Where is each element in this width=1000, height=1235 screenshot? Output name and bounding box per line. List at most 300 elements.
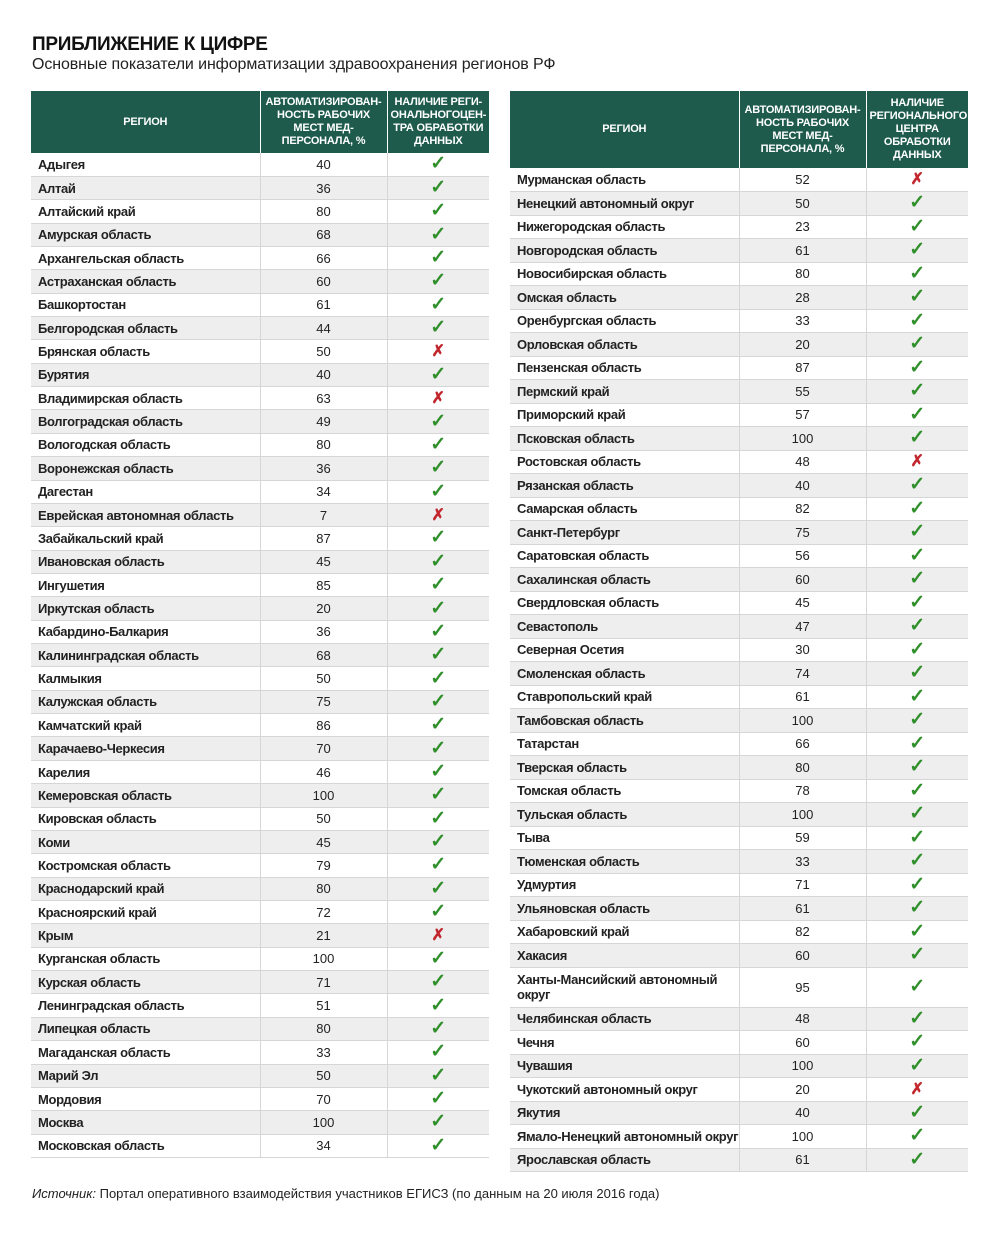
- table-row: [31, 550, 489, 573]
- table-row: [510, 1031, 968, 1055]
- region-name: Сахалинская область: [510, 568, 739, 592]
- data-center-status: [866, 262, 968, 286]
- automation-percent: 48: [739, 1007, 866, 1031]
- automation-percent: 100: [739, 1125, 866, 1149]
- data-center-status: [387, 246, 489, 269]
- page-subtitle: Основные показатели информатизации здравоохранения регионов РФ: [32, 56, 556, 73]
- region-name: Ненецкий автономный округ: [510, 192, 739, 216]
- automation-percent: 60: [739, 568, 866, 592]
- region-name: Самарская область: [510, 497, 739, 521]
- region-name: Тамбовская область: [510, 709, 739, 733]
- data-center-status: [387, 690, 489, 713]
- check-icon: ✓: [430, 363, 447, 385]
- column-header-region: РЕГИОН: [31, 91, 260, 153]
- region-name: Воронежская область: [31, 457, 260, 480]
- table-row: [31, 690, 489, 713]
- cross-icon: ✗: [431, 506, 445, 524]
- data-center-status: [387, 947, 489, 970]
- data-center-status: [387, 573, 489, 596]
- data-center-status: [866, 1101, 968, 1125]
- check-icon: ✓: [430, 737, 447, 759]
- check-icon: ✓: [909, 1148, 926, 1170]
- data-center-status: [866, 897, 968, 921]
- region-name: Оренбургская область: [510, 309, 739, 333]
- automation-percent: 33: [739, 309, 866, 333]
- table-row: [31, 176, 489, 199]
- data-center-status: [866, 497, 968, 521]
- table-row: [31, 1111, 489, 1134]
- region-name: Новосибирская область: [510, 262, 739, 286]
- check-icon: ✓: [909, 873, 926, 895]
- table-row: [31, 246, 489, 269]
- automation-percent: 34: [260, 1134, 387, 1157]
- automation-percent: 21: [260, 924, 387, 947]
- data-center-status: [866, 638, 968, 662]
- automation-percent: 100: [739, 803, 866, 827]
- region-name: Иркутская область: [31, 597, 260, 620]
- table-row: [31, 737, 489, 760]
- table-row: [31, 340, 489, 363]
- region-name: Волгоградская область: [31, 410, 260, 433]
- check-icon: ✓: [909, 568, 926, 590]
- table-row: [31, 947, 489, 970]
- region-name: Камчатский край: [31, 714, 260, 737]
- data-center-status: [387, 877, 489, 900]
- table-row: [510, 568, 968, 592]
- table-row: [31, 1064, 489, 1087]
- automation-percent: 100: [739, 427, 866, 451]
- automation-percent: 59: [739, 826, 866, 850]
- data-center-status: [387, 620, 489, 643]
- automation-percent: 52: [739, 168, 866, 192]
- automation-percent: 100: [260, 947, 387, 970]
- automation-percent: 30: [739, 638, 866, 662]
- automation-percent: 46: [260, 760, 387, 783]
- check-icon: ✓: [430, 480, 447, 502]
- table-row: [31, 223, 489, 246]
- data-center-status: [387, 760, 489, 783]
- table-row: [510, 333, 968, 357]
- automation-percent: 71: [739, 873, 866, 897]
- data-center-status: [387, 1064, 489, 1087]
- table-row: [510, 685, 968, 709]
- region-name: Ростовская область: [510, 450, 739, 474]
- table-row: [510, 944, 968, 968]
- check-icon: ✓: [909, 803, 926, 825]
- cross-icon: ✗: [431, 927, 445, 945]
- check-icon: ✓: [430, 457, 447, 479]
- check-icon: ✓: [430, 1134, 447, 1156]
- table-row: [510, 756, 968, 780]
- region-name: Кабардино-Балкария: [31, 620, 260, 643]
- table-row: [31, 527, 489, 550]
- automation-percent: 78: [739, 779, 866, 803]
- data-center-status: [387, 807, 489, 830]
- automation-percent: 66: [739, 732, 866, 756]
- table-row: [31, 924, 489, 947]
- data-center-status: [866, 615, 968, 639]
- data-center-status: [866, 450, 968, 474]
- check-icon: ✓: [909, 380, 926, 402]
- data-center-status: [387, 200, 489, 223]
- check-icon: ✓: [909, 685, 926, 707]
- region-name: Коми: [31, 830, 260, 853]
- automation-percent: 87: [260, 527, 387, 550]
- automation-percent: 80: [260, 877, 387, 900]
- table-row: [31, 457, 489, 480]
- source-label: Источник:: [32, 1186, 96, 1201]
- data-center-status: [866, 850, 968, 874]
- check-icon: ✓: [430, 177, 447, 199]
- region-name: Саратовская область: [510, 544, 739, 568]
- check-icon: ✓: [430, 877, 447, 899]
- region-name: Архангельская область: [31, 246, 260, 269]
- table-row: [510, 873, 968, 897]
- table-row: [31, 854, 489, 877]
- table-row: [31, 153, 489, 176]
- table-row: [510, 920, 968, 944]
- table-row: [510, 168, 968, 192]
- data-center-status: [866, 1125, 968, 1149]
- automation-percent: 86: [260, 714, 387, 737]
- table-row: [31, 410, 489, 433]
- table-row: [31, 830, 489, 853]
- check-icon: ✓: [909, 286, 926, 308]
- table-row: [510, 591, 968, 615]
- check-icon: ✓: [909, 497, 926, 519]
- table-row: [510, 615, 968, 639]
- region-name: Хакасия: [510, 944, 739, 968]
- table-row: [510, 215, 968, 239]
- region-name: Москва: [31, 1111, 260, 1134]
- region-name: Северная Осетия: [510, 638, 739, 662]
- data-center-status: [387, 667, 489, 690]
- table-row: [510, 380, 968, 404]
- region-name: Крым: [31, 924, 260, 947]
- data-center-status: [866, 427, 968, 451]
- data-center-status: [387, 1087, 489, 1110]
- data-center-status: [387, 317, 489, 340]
- region-name: Карачаево-Черкесия: [31, 737, 260, 760]
- check-icon: ✓: [430, 831, 447, 853]
- region-name: Севастополь: [510, 615, 739, 639]
- table-row: [510, 779, 968, 803]
- check-icon: ✓: [430, 784, 447, 806]
- data-center-status: [387, 784, 489, 807]
- table-row: [31, 667, 489, 690]
- check-icon: ✓: [430, 620, 447, 642]
- automation-percent: 87: [739, 356, 866, 380]
- data-center-status: [387, 293, 489, 316]
- check-icon: ✓: [909, 521, 926, 543]
- check-icon: ✓: [909, 215, 926, 237]
- automation-percent: 56: [739, 544, 866, 568]
- automation-percent: 72: [260, 901, 387, 924]
- table-row: [510, 403, 968, 427]
- automation-percent: 20: [260, 597, 387, 620]
- data-center-status: [866, 1054, 968, 1078]
- cross-icon: ✗: [431, 389, 445, 407]
- region-name: Магаданская область: [31, 1041, 260, 1064]
- check-icon: ✓: [430, 223, 447, 245]
- check-icon: ✓: [430, 644, 447, 666]
- check-icon: ✓: [909, 944, 926, 966]
- automation-percent: 36: [260, 176, 387, 199]
- region-name: Вологодская область: [31, 433, 260, 456]
- data-center-status: [866, 333, 968, 357]
- region-name: Пермский край: [510, 380, 739, 404]
- region-name: Ульяновская область: [510, 897, 739, 921]
- automation-percent: 80: [260, 1017, 387, 1040]
- column-header-data-center: НАЛИЧИЕ РЕГИОНАЛЬНОГО ЦЕНТРА ОБРАБОТКИ ДАННЫХ: [866, 91, 968, 168]
- table-row: [510, 1101, 968, 1125]
- check-icon: ✓: [430, 807, 447, 829]
- table-row: [31, 620, 489, 643]
- regions-table-right: [510, 91, 968, 1172]
- table-row: [510, 192, 968, 216]
- region-name: Алтайский край: [31, 200, 260, 223]
- region-name: Орловская область: [510, 333, 739, 357]
- automation-percent: 20: [739, 1078, 866, 1102]
- automation-percent: 60: [739, 944, 866, 968]
- data-center-status: [387, 924, 489, 947]
- region-name: Якутия: [510, 1101, 739, 1125]
- data-center-status: [387, 410, 489, 433]
- region-name: Ленинградская область: [31, 994, 260, 1017]
- table-row: [510, 286, 968, 310]
- region-name: Курганская область: [31, 947, 260, 970]
- check-icon: ✓: [430, 994, 447, 1016]
- region-name: Свердловская область: [510, 591, 739, 615]
- data-center-status: [866, 286, 968, 310]
- automation-percent: 80: [260, 200, 387, 223]
- table-row: [510, 826, 968, 850]
- region-name: Нижегородская область: [510, 215, 739, 239]
- table-row: [510, 1054, 968, 1078]
- table-row: [510, 521, 968, 545]
- region-name: Ингушетия: [31, 573, 260, 596]
- automation-percent: 45: [260, 550, 387, 573]
- automation-percent: 47: [739, 615, 866, 639]
- table-row: [31, 901, 489, 924]
- data-center-status: [387, 480, 489, 503]
- automation-percent: 45: [739, 591, 866, 615]
- data-center-status: [387, 153, 489, 176]
- table-row: [510, 638, 968, 662]
- data-center-status: [387, 223, 489, 246]
- data-center-status: [866, 591, 968, 615]
- data-center-status: [866, 168, 968, 192]
- data-center-status: [866, 309, 968, 333]
- region-name: Марий Эл: [31, 1064, 260, 1087]
- table-row: [31, 597, 489, 620]
- check-icon: ✓: [909, 920, 926, 942]
- table-row: [31, 714, 489, 737]
- region-name: Удмуртия: [510, 873, 739, 897]
- check-icon: ✓: [909, 309, 926, 331]
- region-name: Пензенская область: [510, 356, 739, 380]
- automation-percent: 40: [739, 474, 866, 498]
- region-name: Псковская область: [510, 427, 739, 451]
- table-row: [510, 967, 968, 1007]
- check-icon: ✓: [430, 597, 447, 619]
- automation-percent: 40: [739, 1101, 866, 1125]
- automation-percent: 68: [260, 644, 387, 667]
- table-row: [510, 497, 968, 521]
- data-center-status: [387, 994, 489, 1017]
- automation-percent: 79: [260, 854, 387, 877]
- region-name: Адыгея: [31, 153, 260, 176]
- automation-percent: 50: [260, 1064, 387, 1087]
- region-name: Омская область: [510, 286, 739, 310]
- region-name: Хабаровский край: [510, 920, 739, 944]
- data-center-status: [866, 1031, 968, 1055]
- automation-percent: 80: [739, 756, 866, 780]
- source-text: Портал оперативного взаимодействия участников ЕГИСЗ (по данным на 20 июля 2016 года): [96, 1186, 660, 1201]
- automation-percent: 57: [739, 403, 866, 427]
- check-icon: ✓: [430, 1111, 447, 1133]
- cross-icon: ✗: [910, 453, 924, 471]
- region-name: Астраханская область: [31, 270, 260, 293]
- data-center-status: [866, 967, 968, 1007]
- region-name: Дагестан: [31, 480, 260, 503]
- check-icon: ✓: [909, 262, 926, 284]
- automation-percent: 100: [739, 709, 866, 733]
- data-center-status: [387, 433, 489, 456]
- region-name: Тульская область: [510, 803, 739, 827]
- data-center-status: [387, 270, 489, 293]
- check-icon: ✓: [909, 591, 926, 613]
- check-icon: ✓: [430, 153, 447, 175]
- check-icon: ✓: [430, 247, 447, 269]
- region-name: Ярославская область: [510, 1148, 739, 1172]
- table-row: [31, 1041, 489, 1064]
- check-icon: ✓: [909, 239, 926, 261]
- check-icon: ✓: [430, 270, 447, 292]
- automation-percent: 100: [260, 784, 387, 807]
- automation-percent: 61: [260, 293, 387, 316]
- region-name: Ямало-Ненецкий автономный округ: [510, 1125, 739, 1149]
- region-name: Санкт-Петербург: [510, 521, 739, 545]
- table-row: [31, 480, 489, 503]
- automation-percent: 33: [739, 850, 866, 874]
- table-row: [31, 270, 489, 293]
- column-header-data-center: НАЛИЧИЕ РЕГИ-ОНАЛЬНОГОЦЕН-ТРА ОБРАБОТКИ ДАННЫХ: [387, 91, 489, 153]
- check-icon: ✓: [909, 662, 926, 684]
- region-name: Смоленская область: [510, 662, 739, 686]
- automation-percent: 20: [739, 333, 866, 357]
- automation-percent: 60: [260, 270, 387, 293]
- automation-percent: 95: [739, 967, 866, 1007]
- data-center-status: [866, 544, 968, 568]
- region-name: Красноярский край: [31, 901, 260, 924]
- automation-percent: 80: [739, 262, 866, 286]
- region-name: Бурятия: [31, 363, 260, 386]
- data-center-status: [387, 340, 489, 363]
- check-icon: ✓: [909, 474, 926, 496]
- automation-percent: 80: [260, 433, 387, 456]
- automation-percent: 33: [260, 1041, 387, 1064]
- check-icon: ✓: [430, 1064, 447, 1086]
- check-icon: ✓: [430, 200, 447, 222]
- table-row: [31, 644, 489, 667]
- data-center-status: [387, 737, 489, 760]
- check-icon: ✓: [909, 732, 926, 754]
- data-center-status: [387, 971, 489, 994]
- data-center-status: [866, 215, 968, 239]
- table-row: [510, 803, 968, 827]
- data-center-status: [866, 803, 968, 827]
- automation-percent: 100: [260, 1111, 387, 1134]
- check-icon: ✓: [430, 1088, 447, 1110]
- check-icon: ✓: [909, 544, 926, 566]
- check-icon: ✓: [909, 192, 926, 214]
- table-row: [31, 971, 489, 994]
- check-icon: ✓: [909, 615, 926, 637]
- region-name: Алтай: [31, 176, 260, 199]
- data-center-status: [387, 714, 489, 737]
- table-row: [31, 994, 489, 1017]
- automation-percent: 40: [260, 363, 387, 386]
- data-center-status: [387, 854, 489, 877]
- check-icon: ✓: [909, 427, 926, 449]
- check-icon: ✓: [430, 947, 447, 969]
- table-row: [510, 427, 968, 451]
- region-name: Челябинская область: [510, 1007, 739, 1031]
- data-center-status: [866, 779, 968, 803]
- automation-percent: 85: [260, 573, 387, 596]
- check-icon: ✓: [430, 761, 447, 783]
- table-row: [31, 1134, 489, 1157]
- region-name: Краснодарский край: [31, 877, 260, 900]
- region-name: Ставропольский край: [510, 685, 739, 709]
- table-row: [31, 387, 489, 410]
- automation-percent: 61: [739, 239, 866, 263]
- data-center-status: [866, 756, 968, 780]
- data-center-status: [866, 1148, 968, 1172]
- check-icon: ✓: [909, 1007, 926, 1029]
- check-icon: ✓: [909, 709, 926, 731]
- region-name: Курская область: [31, 971, 260, 994]
- automation-percent: 100: [739, 1054, 866, 1078]
- data-center-status: [387, 1134, 489, 1157]
- automation-percent: 23: [739, 215, 866, 239]
- data-center-status: [387, 1111, 489, 1134]
- check-icon: ✓: [909, 403, 926, 425]
- automation-percent: 55: [739, 380, 866, 404]
- data-center-status: [387, 1041, 489, 1064]
- check-icon: ✓: [909, 976, 926, 997]
- data-center-status: [866, 474, 968, 498]
- table-row: [31, 317, 489, 340]
- data-center-status: [866, 380, 968, 404]
- data-center-status: [866, 403, 968, 427]
- data-center-status: [866, 662, 968, 686]
- check-icon: ✓: [430, 574, 447, 596]
- region-name: Белгородская область: [31, 317, 260, 340]
- region-name: Приморский край: [510, 403, 739, 427]
- check-icon: ✓: [430, 550, 447, 572]
- automation-percent: 51: [260, 994, 387, 1017]
- regions-table-left: [31, 91, 489, 1158]
- table-row: [510, 732, 968, 756]
- automation-percent: 50: [739, 192, 866, 216]
- table-row: [510, 356, 968, 380]
- automation-percent: 70: [260, 1087, 387, 1110]
- table-row: [31, 433, 489, 456]
- data-center-status: [866, 239, 968, 263]
- table-row: [31, 1017, 489, 1040]
